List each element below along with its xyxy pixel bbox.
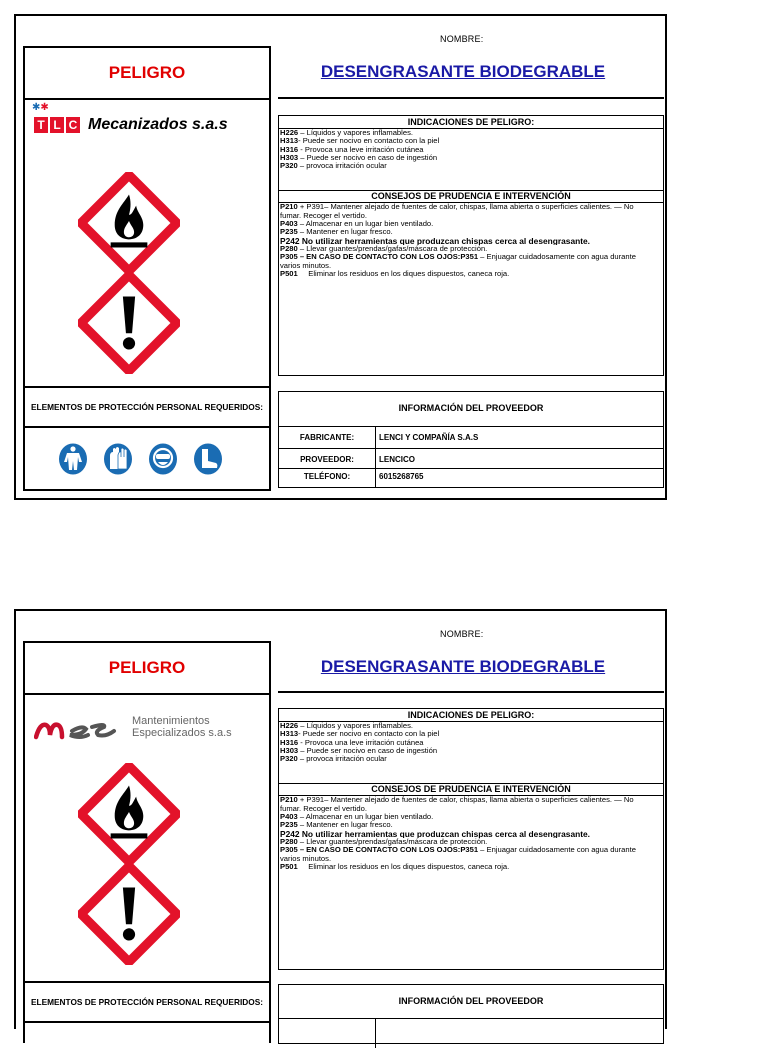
ppe-title: ELEMENTOS DE PROTECCIÓN PERSONAL REQUERIDOS: — [23, 386, 271, 428]
precaution-line: P305 – EN CASO DE CONTACTO CON LOS OJOS:P351 – Enjuagar cuidadosamente con agua durante varios minutos. — [280, 253, 636, 270]
signal-word-box — [23, 46, 271, 100]
nombre-label: NOMBRE: — [440, 34, 484, 44]
company-logo-mes — [34, 713, 254, 743]
signal-word: PELIGRO — [108, 63, 186, 82]
label-card-1 — [14, 14, 667, 500]
ppe-title: ELEMENTOS DE PROTECCIÓN PERSONAL REQUERIDOS: — [23, 981, 271, 1023]
logo-company-name: Mecanizados s.a.s — [88, 116, 228, 133]
precaution-line: P501 Eliminar los residuos en los diques dispuestos, caneca roja. — [280, 862, 510, 871]
precaution-line: P280 – Llevar guantes/prendas/gafas/máscara de protección. — [280, 244, 488, 253]
snowflake-icon: ✱✱ — [32, 102, 49, 113]
provider-row-divider — [279, 1018, 663, 1019]
logo-line-1: Mantenimientos — [132, 715, 210, 727]
precaution-line: P210 + P391– Mantener alejado de fuentes de calor, chispas, llama abierta o superficies calientes. — No fumar. Recoger el vertido. — [280, 796, 634, 813]
logo-letter-c: C — [66, 117, 80, 133]
hazard-list — [279, 722, 663, 763]
precaution-list — [279, 203, 640, 278]
provider-info-box — [278, 984, 664, 1044]
label-card-2 — [14, 609, 667, 1029]
provider-info-box — [278, 391, 664, 488]
precaution-title: CONSEJOS DE PRUDENCIA E INTERVENCIÓN — [279, 190, 663, 203]
provider-value: 6015268765 — [379, 472, 424, 481]
company-logo-tlc — [32, 102, 228, 134]
hazard-statements-box — [278, 115, 664, 376]
provider-key: PROVEEDOR: — [279, 449, 376, 471]
logo-line-2: Especializados s.a.s — [132, 727, 232, 739]
product-underline-rule — [278, 97, 664, 99]
precaution-line: P235 – Mantener en lugar fresco. — [280, 821, 393, 830]
logo-letter-l: L — [50, 117, 64, 133]
precaution-line: P235 – Mantener en lugar fresco. — [280, 228, 393, 237]
flame-pictogram — [78, 763, 180, 865]
provider-value: LENCI Y COMPAÑÍA S.A.S — [379, 433, 479, 442]
hazard-line: H313- Puede ser nocivo en contacto con la piel — [280, 730, 440, 739]
provider-title: INFORMACIÓN DEL PROVEEDOR — [398, 996, 544, 1006]
precaution-line: P403 – Almacenar en un lugar bien ventilado. — [280, 220, 434, 229]
precaution-title: CONSEJOS DE PRUDENCIA E INTERVENCIÓN — [279, 783, 663, 796]
provider-col-divider — [375, 1018, 376, 1048]
provider-key: TELÉFONO: — [279, 469, 376, 488]
product-name: DESENGRASANTE BIODEGRABLE — [320, 657, 606, 676]
hazard-line: H313- Puede ser nocivo en contacto con la piel — [280, 137, 440, 146]
logo-letter-t: T — [34, 117, 48, 133]
mes-logo-mark — [34, 717, 126, 741]
product-underline-rule — [278, 691, 664, 693]
precaution-line: P305 – EN CASO DE CONTACTO CON LOS OJOS:P351 – Enjuagar cuidadosamente con agua durante varios minutos. — [280, 846, 636, 863]
hazard-list — [279, 129, 663, 170]
hazard-title: INDICACIONES DE PELIGRO: — [279, 709, 663, 722]
provider-row — [279, 468, 663, 488]
flame-pictogram — [78, 172, 180, 274]
boots-icon — [193, 443, 223, 475]
protective-suit-icon — [58, 443, 88, 475]
signal-word: PELIGRO — [108, 658, 186, 677]
precaution-line: P403 – Almacenar en un lugar bien ventilado. — [280, 813, 434, 822]
hazard-line: P320 – provoca irritación ocular — [280, 162, 387, 171]
provider-key: FABRICANTE: — [279, 427, 376, 449]
bottom-rule — [23, 489, 271, 491]
hazard-title: INDICACIONES DE PELIGRO: — [279, 116, 663, 129]
provider-value: LENCICO — [379, 455, 415, 464]
hazard-line: H226 – Líquidos y vapores inflamables. — [280, 722, 413, 730]
precaution-line: P280 – Llevar guantes/prendas/gafas/máscara de protección. — [280, 837, 488, 846]
provider-row — [279, 426, 663, 449]
precaution-line: P210 + P391– Mantener alejado de fuentes de calor, chispas, llama abierta o superficies calientes. — No fumar. Recoger el vertido. — [280, 203, 634, 220]
precaution-line: P501 Eliminar los residuos en los diques dispuestos, caneca roja. — [280, 269, 510, 278]
signal-word-box — [23, 641, 271, 695]
hazard-line: H303 – Puede ser nocivo en caso de ingestión — [280, 153, 438, 162]
nombre-label: NOMBRE: — [440, 629, 484, 639]
hazard-statements-box — [278, 708, 664, 970]
hazard-line: P320 – provoca irritación ocular — [280, 755, 387, 764]
face-mask-icon — [148, 443, 178, 475]
precaution-list — [279, 796, 640, 871]
gloves-icon — [103, 443, 133, 475]
hazard-line: H303 – Puede ser nocivo en caso de ingestión — [280, 746, 438, 755]
provider-title: INFORMACIÓN DEL PROVEEDOR — [398, 403, 544, 413]
ppe-icons-row — [23, 428, 271, 490]
product-name: DESENGRASANTE BIODEGRABLE — [320, 62, 606, 81]
hazard-line: H226 – Líquidos y vapores inflamables. — [280, 129, 413, 137]
ppe-icons-row — [23, 1023, 271, 1043]
hazard-line: H316 - Provoca una leve irritación cutánea — [280, 145, 424, 154]
precaution-line: P242 No utilizar herramientas que produzcan chispas cerca al desengrasante. — [280, 236, 590, 245]
logo-company-name — [132, 715, 232, 739]
exclamation-pictogram — [78, 272, 180, 374]
precaution-line: P242 No utilizar herramientas que produzcan chispas cerca al desengrasante. — [280, 829, 590, 838]
hazard-line: H316 - Provoca una leve irritación cutánea — [280, 738, 424, 747]
exclamation-pictogram — [78, 863, 180, 965]
